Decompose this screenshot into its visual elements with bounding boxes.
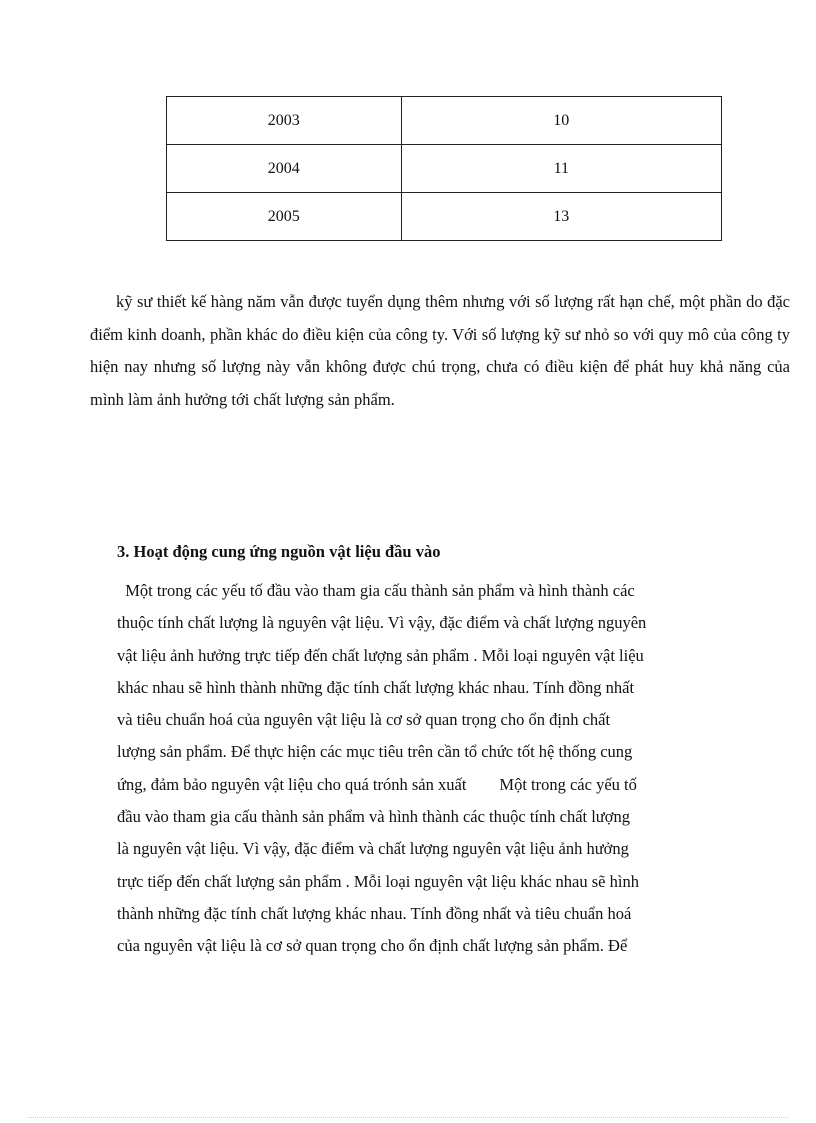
materials-paragraph: [117, 575, 742, 963]
engineer-paragraph-text: kỹ sư thiết kế hàng năm vẫn được tuyển dụng thêm nhưng với số lượng rất hạn chế, một phần do đặc điểm kinh doanh, phần khác do điều kiện của công ty. Với số lượng kỹ sư nhỏ so với quy mô của công ty hiện nay nhưng số lượng này vẫn không được chú trọng, chưa có điều kiện để phát huy khả năng của mình làm ảnh hưởng tới chất lượng sản phẩm.: [90, 292, 790, 409]
value-cell: 10: [401, 97, 721, 145]
paragraph-line: Một trong các yếu tố đầu vào tham gia cấu thành sản phẩm và hình thành các: [117, 581, 635, 600]
paragraph-line: là nguyên vật liệu. Vì vậy, đặc điểm và chất lượng nguyên vật liệu ảnh hưởng: [117, 839, 629, 859]
engineer-paragraph: [90, 286, 790, 416]
paragraph-line: thuộc tính chất lượng là nguyên vật liệu. Vì vậy, đặc điểm và chất lượng nguyên: [117, 613, 647, 633]
table-row: [167, 193, 722, 241]
paragraph-line: vật liệu ảnh hưởng trực tiếp đến chất lượng sản phẩm . Mỗi loại nguyên vật liệu: [117, 645, 644, 665]
table-row: [167, 145, 722, 193]
paragraph-line: thành những đặc tính chất lượng khác nhau. Tính đồng nhất và tiêu chuẩn hoá: [117, 903, 632, 923]
section-heading: 3. Hoạt động cung ứng nguồn vật liệu đầu vào: [117, 542, 441, 561]
paragraph-line: khác nhau sẽ hình thành những đặc tính chất lượng khác nhau. Tính đồng nhất: [117, 677, 635, 697]
paragraph-line: lượng sản phẩm. Để thực hiện các mục tiêu trên cần tổ chức tốt hệ thống cung: [117, 742, 633, 762]
paragraph-line: trực tiếp đến chất lượng sản phẩm . Mỗi loại nguyên vật liệu khác nhau sẽ hình: [117, 871, 639, 891]
value-cell: 11: [401, 145, 721, 193]
paragraph-line: ứng, đảm bảo nguyên vật liệu cho quá trónh sản xuất Một trong các yếu tố: [117, 774, 637, 794]
value-cell: 13: [401, 193, 721, 241]
year-cell: 2005: [167, 193, 402, 241]
year-cell: 2003: [167, 97, 402, 145]
engineer-count-table: [166, 96, 722, 241]
paragraph-line: đầu vào tham gia cấu thành sản phẩm và hình thành các thuộc tính chất lượng: [117, 807, 630, 827]
paragraph-line: và tiêu chuẩn hoá của nguyên vật liệu là cơ sở quan trọng cho ổn định chất: [117, 710, 611, 730]
page-bottom-divider: [28, 1117, 788, 1118]
paragraph-line: của nguyên vật liệu là cơ sở quan trọng cho ổn định chất lượng sản phẩm. Để: [117, 936, 628, 956]
year-cell: 2004: [167, 145, 402, 193]
table-row: [167, 97, 722, 145]
